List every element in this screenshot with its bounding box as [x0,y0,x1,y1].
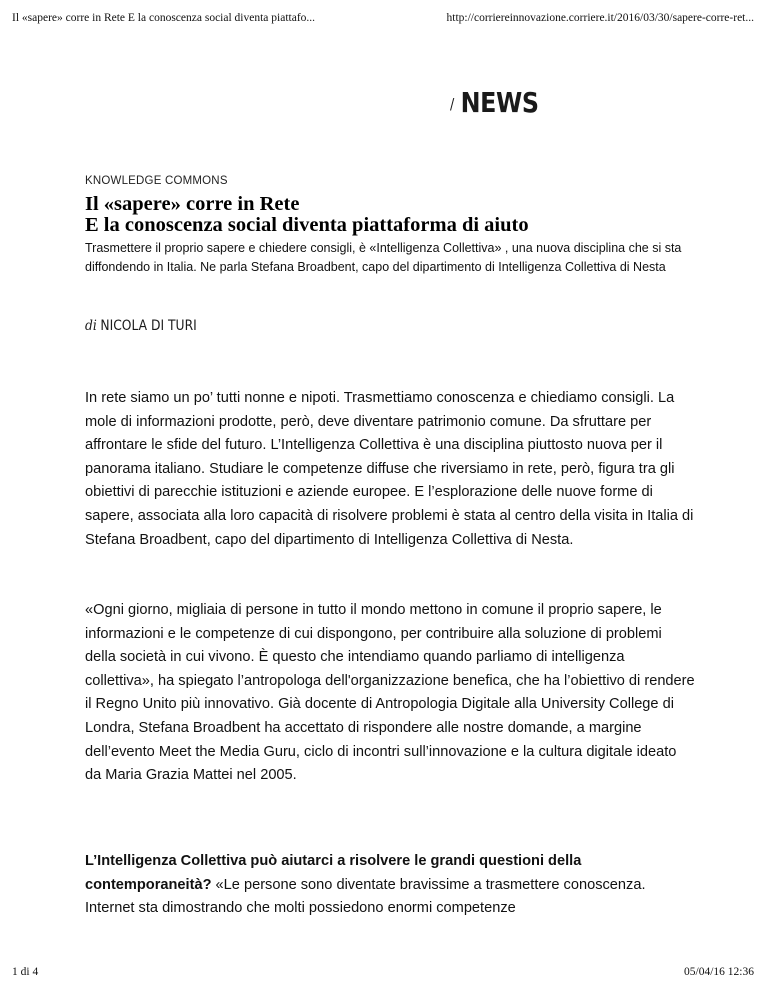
body-paragraph-1: In rete siamo un po’ tutti nonne e nipoti. Trasmettiamo conoscenza e chiediamo consigli. La mole di informazioni prodotte, però, deve diventare patrimonio comune. Da sfruttare per affrontare le sfide del futuro. L’Intelligenza Collettiva è una disciplina piuttosto nuova per il panorama italiano. Studiare le competenze diffuse che riversiamo in rete, però, figura tra gli obiettivi di parecchie istituzioni e aziende europee. E l’esplorazione delle nuove forme di sapere, associata alla loro capacità di risolvere problemi è stata al centro della visita in Italia di Stefana Broadbent, capo del dipartimento di Intelligenza Collettiva di Nesta. [85,390,694,548]
author-name[interactable]: NICOLA DI TURI [100,318,197,334]
article-kicker[interactable]: KNOWLEDGE COMMONS [85,175,228,187]
byline-prefix: di [85,318,97,334]
article-title [85,194,725,236]
logo-slash: / [450,95,454,113]
question-text: L’Intelligenza Collettiva può aiutarci a risolvere le grandi questioni della contemporaneità? [85,853,582,893]
title-line-2: E la conoscenza social diventa piattaforma di aiuto [85,214,529,236]
logo-label: NEWS [460,86,539,119]
news-logo[interactable] [450,86,539,119]
article-summary: Trasmettere il proprio sapere e chiedere consigli, è «Intelligenza Collettiva» , una nuova disciplina che si sta diffondendo in Italia. Ne parla Stefana Broadbent, capo del dipartimento di Intelligenza Collettiva di Nesta [85,241,682,274]
print-footer-page-number: 1 di 4 [12,966,39,978]
print-footer-datetime: 05/04/16 12:36 [684,966,754,978]
body-paragraph-2: «Ogni giorno, migliaia di persone in tutto il mondo mettono in comune il proprio sapere, le informazioni e le competenze di cui dispongono, per contribuire alla soluzione di problemi della società in cui vivono. È questo che intendiamo quando parliamo di intelligenza collettiva», ha spiegato l’antropologa dell'organizzazione benefica, che ha l’obiettivo di rendere il Regno Unito più innovativo. Già docente di Antropologia Digitale alla University College di Londra, Stefana Broadbent ha accettato di rispondere alle nostre domande, a margine dell’evento Meet the Media Guru, ciclo di incontri sull’innovazione e la cultura digitale ideato da Maria Grazia Mattei nel 2005. [85,602,695,784]
print-header-title: Il «sapere» corre in Rete E la conoscenza social diventa piattafo... [12,12,316,24]
print-header-url: http://corriereinnovazione.corriere.it/2016/03/30/sapere-corre-ret... [446,12,754,24]
title-line-1: Il «sapere» corre in Rete [85,193,300,215]
answer-text: «Le persone sono diventate bravissime a trasmettere conoscenza. Internet sta dimostrando che molti possiedono enormi competenze [85,876,646,917]
byline [85,318,197,334]
body-paragraph-3 [85,850,695,921]
